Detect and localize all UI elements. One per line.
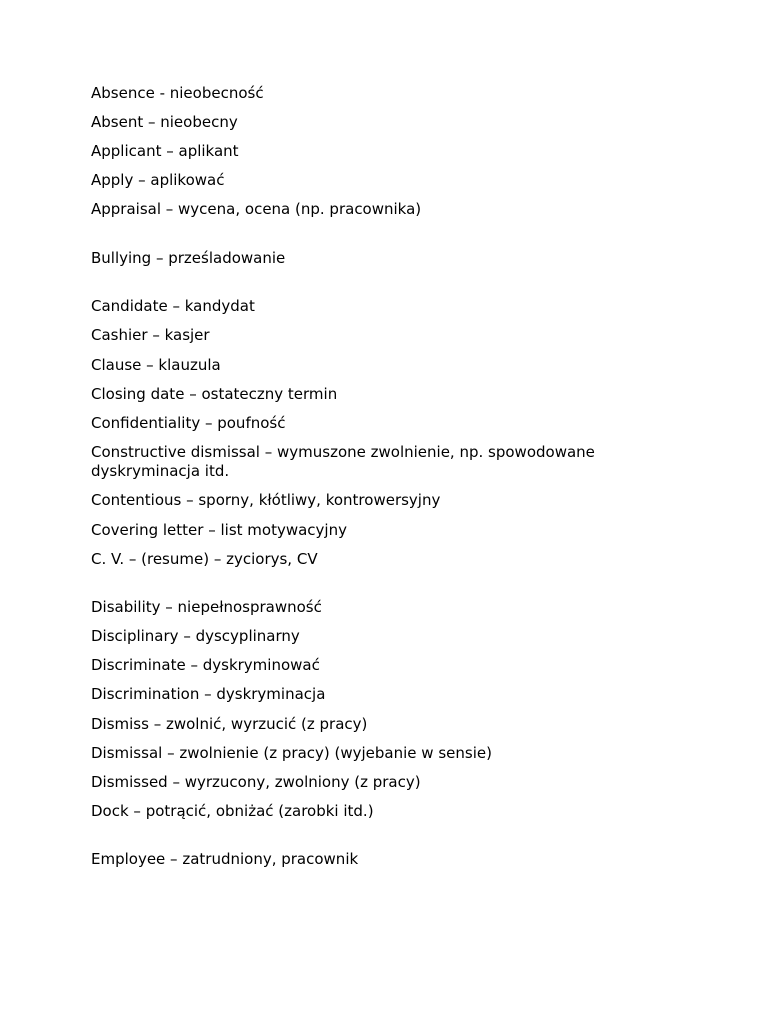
- vocabulary-entry-disability: Disability – niepełnosprawność: [91, 598, 322, 617]
- vocabulary-entry-disciplinary: Disciplinary – dyscyplinarny: [91, 627, 300, 646]
- vocabulary-entry-cashier: Cashier – kasjer: [91, 326, 210, 345]
- vocabulary-entry-cv: C. V. – (resume) – zyciorys, CV: [91, 549, 318, 568]
- vocabulary-entry-employee: Employee – zatrudniony, pracownik: [91, 850, 359, 869]
- vocabulary-entry-absence: Absence - nieobecność: [91, 84, 264, 102]
- vocabulary-entry-dismiss: Dismiss – zwolnić, wyrzucić (z pracy): [91, 714, 368, 733]
- vocabulary-entry-candidate: Candidate – kandydat: [91, 297, 255, 316]
- vocabulary-entry-dock: Dock – potrącić, obniżać (zarobki itd.): [91, 801, 374, 820]
- vocabulary-entry-constructive-dismissal: Constructive dismissal – wymuszone zwolnienie, np. spowodowane dyskryminacja itd.: [91, 442, 595, 481]
- vocabulary-entry-appraisal: Appraisal – wycena, ocena (np. pracownika): [91, 200, 422, 219]
- vocabulary-entry-apply: Apply – aplikować: [91, 171, 225, 190]
- vocabulary-entry-clause: Clause – klauzula: [91, 355, 221, 374]
- vocabulary-entry-covering-letter: Covering letter – list motywacyjny: [91, 520, 347, 539]
- vocabulary-entry-contentious: Contentious – sporny, kłótliwy, kontrowersyjny: [91, 491, 441, 510]
- vocabulary-entry-dismissed: Dismissed – wyrzucony, zwolniony (z pracy): [91, 772, 421, 791]
- vocabulary-entry-closing-date: Closing date – ostateczny termin: [91, 384, 338, 403]
- vocabulary-entry-dismissal: Dismissal – zwolnienie (z pracy) (wyjebanie w sensie): [91, 743, 492, 762]
- vocabulary-entry-bullying: Bullying – prześladowanie: [91, 248, 286, 267]
- vocabulary-entry-confidentiality: Confidentiality – poufność: [91, 413, 286, 432]
- vocabulary-list: [91, 84, 651, 879]
- vocabulary-entry-absent: Absent – nieobecny: [91, 113, 238, 132]
- vocabulary-entry-discrimination: Discrimination – dyskryminacja: [91, 685, 326, 704]
- vocabulary-entry-discriminate: Discriminate – dyskryminować: [91, 656, 320, 675]
- vocabulary-entry-applicant: Applicant – aplikant: [91, 142, 239, 161]
